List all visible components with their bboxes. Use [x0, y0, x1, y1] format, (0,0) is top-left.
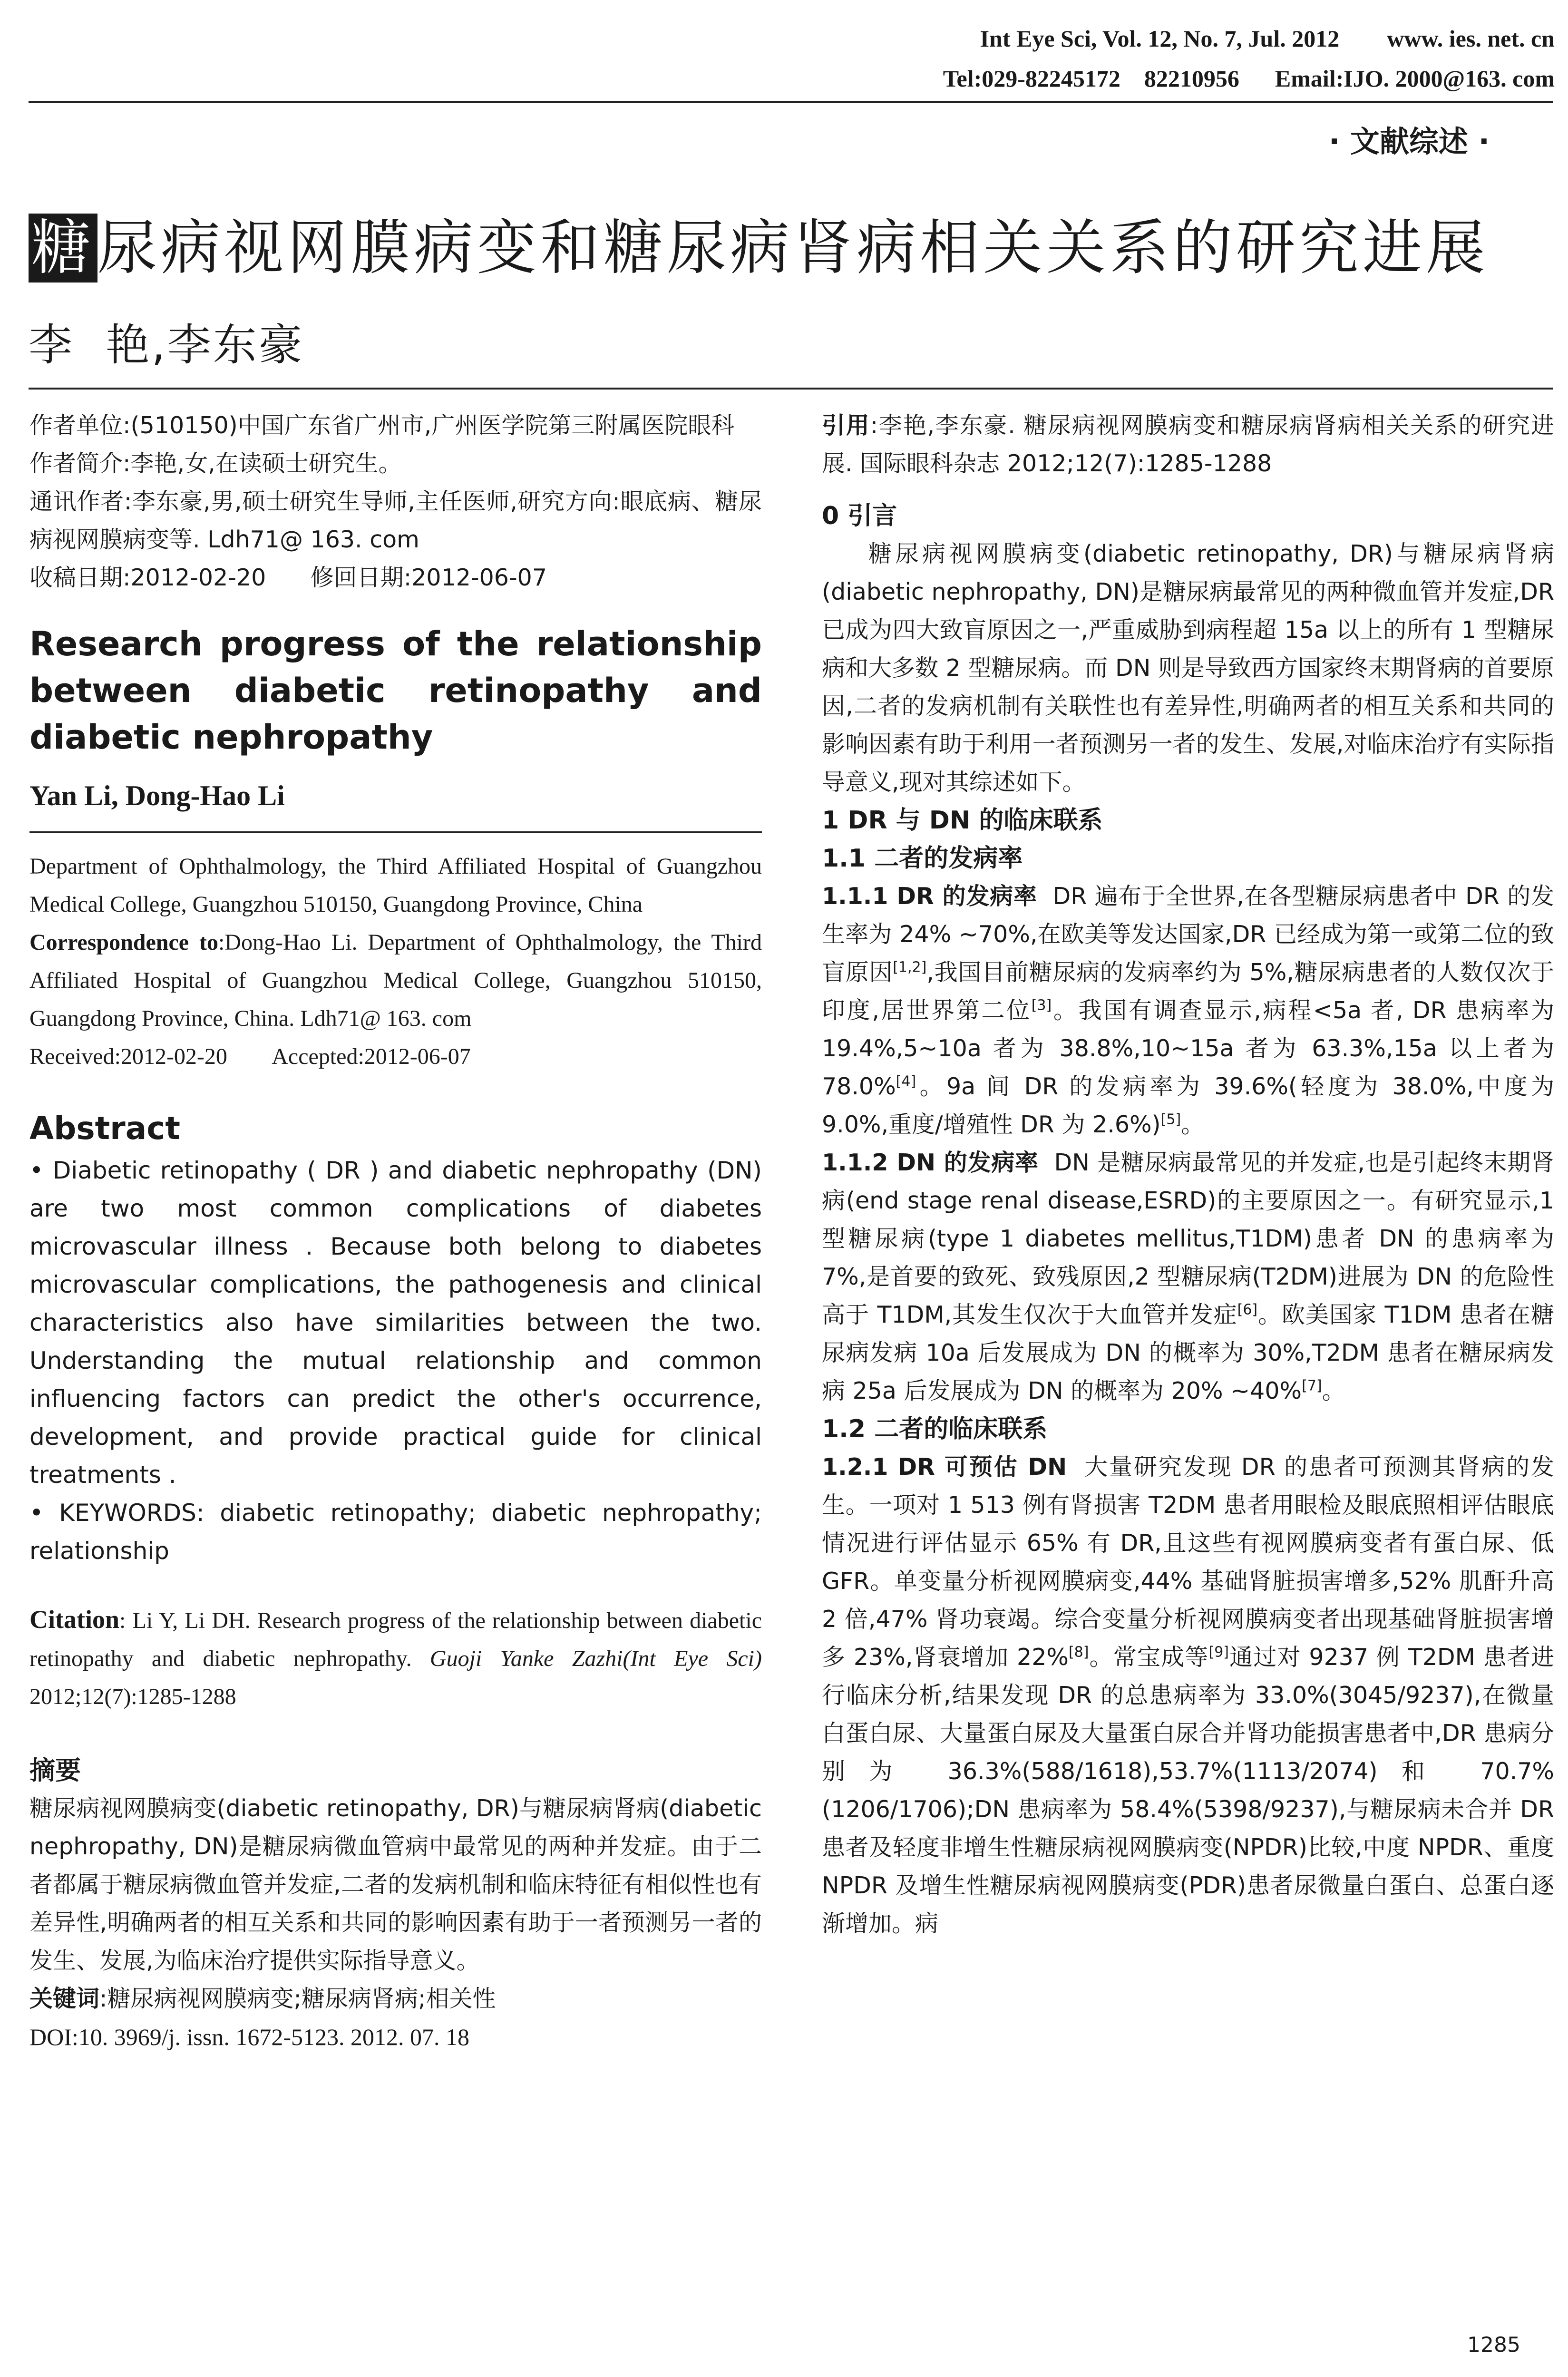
citation-label: Citation	[29, 1605, 119, 1634]
cite-text: :李艳,李东豪. 糖尿病视网膜病变和糖尿病肾病相关关系的研究进展. 国际眼科杂志 2012;12(7):1285-1288	[822, 412, 1554, 477]
cite-cn	[822, 407, 1554, 483]
section-1-1-1-text-e: 。	[1181, 1111, 1205, 1138]
section-1-1-1-text-c: 。我国有调查显示,病程<5a 者, DR 患病率为 19.4%,5~10a 者为 38.8%,10~15a 者为 63.3%,15a 以上者为 78.0%	[822, 997, 1554, 1100]
left-column	[29, 407, 762, 2056]
section-1-2-1-text-a: 大量研究发现 DR 的患者可预测其肾病的发生。一项对 1 513 例有肾损害 T2DM 患者用眼检及眼底照相评估眼底情况进行评估显示 65% 有 DR,且这些有视网膜病变者有蛋白尿、低 GFR。单变量分析视网膜病变,44% 基础肾脏损害增多,52% 肌酐升高 2 倍,47% 肾功衰竭。综合变量分析视网膜病变者出现基础肾脏损害增多 23%,肾衰增加 22%	[822, 1453, 1555, 1671]
ref-7: [7]	[1302, 1377, 1322, 1394]
english-correspondence	[29, 924, 762, 1038]
section-1-2-1	[822, 1448, 1554, 1943]
authors-cn: 李 艳,李东豪	[29, 320, 304, 370]
section-1-1-1-text-a: DR 遍布于全世界,在各型糖尿病患者中 DR 的发生率为 24% ~70%,在欧美等发达国家,DR 已经成为第一或第二位的致盲原因	[822, 883, 1554, 986]
section-1-1-heading: 1.1 二者的发病率	[822, 844, 1023, 873]
intro-text: 糖尿病视网膜病变(diabetic retinopathy, DR)与糖尿病肾病(diabetic nephropathy, DN)是糖尿病最常见的两种微血管并发症,DR 已成为四大致盲原因之一,严重威胁到病程超 15a 以上的所有 1 型糖尿病和大多数 2 型糖尿病。而 DN 则是导致西方国家终末期肾病的首要原因,二者的发病机制有关联性也有差异性,明确两者的相互关系和共同的影响因素有助于利用一者预测另一者的发生、发展,对临床治疗有实际指导意义,现对其综述如下。	[822, 540, 1554, 796]
author-bio: 作者简介:李艳,女,在读硕士研究生。	[29, 450, 402, 477]
citation-text: : Li Y, Li DH. Research progress of the relationship between diabetic retinopathy and diabetic nephropathy.	[29, 1608, 762, 1671]
english-authors: Yan Li, Dong-Hao Li	[29, 780, 285, 811]
zh-abstract-text: 糖尿病视网膜病变(diabetic retinopathy, DR)与糖尿病肾病(diabetic nephropathy, DN)是糖尿病微血管病中最常见的两种并发症。由于二者都属于糖尿病微血管并发症,二者的发病机制和临床特征有相似性也有差异性,明确两者的相互关系和共同的影响因素有助于一者预测另一者的发生、发展,为临床治疗提供实际指导意义。	[29, 1795, 762, 1974]
section-1-1-1-label: 1.1.1 DR 的发病率	[822, 883, 1037, 910]
citation-en	[29, 1600, 762, 1716]
page-number: 1285	[1467, 2333, 1520, 2357]
section-1-1-2-label: 1.1.2 DN 的发病率	[822, 1149, 1039, 1176]
title-rule	[29, 388, 1553, 390]
correspondence-label: Correspondence to	[29, 930, 218, 955]
article-title	[29, 200, 1489, 285]
zh-keywords-label: 关键词	[29, 1985, 100, 2012]
dates-cn: 收稿日期:2012-02-20 修回日期:2012-06-07	[29, 564, 547, 591]
journal-header-line: Int Eye Sci, Vol. 12, No. 7, Jul. 2012 www. ies. net. cn	[980, 25, 1555, 52]
title-first-char: 糖	[29, 214, 97, 283]
intro-heading: 0 引言	[822, 502, 897, 530]
ref-1-2: [1,2]	[893, 959, 927, 976]
ref-6: [6]	[1237, 1301, 1258, 1318]
zh-keywords	[29, 1980, 762, 2018]
keywords-en: • KEYWORDS: diabetic retinopathy; diabetic nephropathy; relationship	[29, 1499, 762, 1565]
ref-8: [8]	[1068, 1644, 1089, 1661]
zh-keywords-text: :糖尿病视网膜病变;糖尿病肾病;相关性	[99, 1985, 496, 2012]
ref-3: [3]	[1031, 997, 1052, 1014]
citation-tail: 2012;12(7):1285-1288	[29, 1684, 236, 1709]
affiliation-cn: 作者单位:(510150)中国广东省广州市,广州医学院第三附属医院眼科	[29, 412, 735, 439]
section-1-2-1-label: 1.2.1 DR 可预估 DN	[822, 1453, 1067, 1481]
ref-5: [5]	[1160, 1111, 1181, 1128]
section-1-1-1	[822, 877, 1554, 1144]
right-column	[822, 407, 1554, 1943]
zh-abstract-heading: 摘要	[29, 1755, 81, 1785]
citation-journal: Guoji Yanke Zazhi(Int Eye Sci)	[429, 1646, 762, 1671]
section-1-1-1-text-b: ,我国目前糖尿病的发病率约为 5%,糖尿病患者的人数仅次于印度,居世界第二位	[822, 959, 1554, 1024]
section-1-heading: 1 DR 与 DN 的临床联系	[822, 806, 1103, 835]
contact-header-line: Tel:029-82245172 82210956 Email:IJO. 2000@163. com	[943, 65, 1555, 92]
section-1-2-heading: 1.2 二者的临床联系	[822, 1415, 1048, 1443]
section-1-1-2-text-b: 。欧美国家 T1DM 患者在糖尿病发病 10a 后发展成为 DN 的概率为 30%,T2DM 患者在糖尿病发病 25a 后发展成为 DN 的概率为 20% ~40%	[822, 1301, 1554, 1404]
section-1-1-1-text-d: 。9a 间 DR 的发病率为 39.6%(轻度为 38.0%,中度为 9.0%,重度/增殖性 DR 为 2.6%)	[822, 1073, 1554, 1138]
section-1-2-1-text-c: 通过对 9237 例 T2DM 患者进行临床分析,结果发现 DR 的总患病率为 33.0%(3045/9237),在微量白蛋白尿、大量蛋白尿及大量蛋白尿合并肾功能损害患者中,DR 患病分别为 36.3%(588/1618),53.7%(1113/2074)和 70.7%(1206/1706);DN 患病率为 58.4%(5398/9237),与糖尿病未合并 DR 患者及轻度非增生性糖尿病视网膜病变(NPDR)比较,中度 NPDR、重度 NPDR 及增生性糖尿病视网膜病变(PDR)患者尿微量白蛋白、总蛋白逐渐增加。病	[822, 1644, 1554, 1937]
abstract-text: • Diabetic retinopathy ( DR ) and diabetic nephropathy (DN) are two most common complications of diabetes microvascular illness . Because both belong to diabetes microvascular complications, the pathogenesis and clinical characteristics also have similarities between the two. Understanding the mutual relationship and common influencing factors can predict the other's occurrence, development, and provide practical guide for clinical treatments .	[29, 1157, 762, 1489]
cite-label: 引用	[822, 412, 870, 439]
correspondence-text: :Dong-Hao Li. Department of Ophthalmology, the Third Affiliated Hospital of Guangzhou Medical College, Guangzhou 510150, Guangdong Province, China. Ldh71@ 163. com	[29, 930, 762, 1031]
correspondence-cn: 通讯作者:李东豪,男,硕士研究生导师,主任医师,研究方向:眼底病、糖尿病视网膜病变等. Ldh71@ 163. com	[29, 488, 762, 553]
english-title: Research progress of the relationship between diabetic retinopathy and diabetic nephropathy	[29, 624, 762, 757]
english-dates: Received:2012-02-20 Accepted:2012-06-07	[29, 1044, 471, 1069]
title-rest: 尿病视网膜病变和糖尿病肾病相关关系的研究进展	[97, 214, 1489, 283]
english-affiliation: Department of Ophthalmology, the Third Affiliated Hospital of Guangzhou Medical College, Guangzhou 510150, Guangdong Province, China	[29, 854, 762, 917]
ref-9: [9]	[1208, 1644, 1229, 1661]
category-label: · 文献综述 ·	[1328, 124, 1490, 159]
doi: DOI:10. 3969/j. issn. 1672-5123. 2012. 07. 18	[29, 2024, 469, 2050]
ref-4: [4]	[896, 1073, 916, 1090]
section-1-2-1-text-b: 。常宝成等	[1089, 1644, 1209, 1671]
authors-rule	[29, 831, 762, 833]
section-1-1-2-text-c: 。	[1322, 1377, 1345, 1404]
section-1-1-2-text-a: DN 是糖尿病最常见的并发症,也是引起终末期肾病(end stage renal disease,ESRD)的主要原因之一。有研究显示,1 型糖尿病(type 1 diabetes mellitus,T1DM)患者 DN 的患病率为 7%,是首要的致死、致残原因,2 型糖尿病(T2DM)进展为 DN 的危险性高于 T1DM,其发生仅次于大血管并发症	[822, 1149, 1554, 1328]
section-1-1-2	[822, 1144, 1554, 1410]
abstract-heading: Abstract	[29, 1110, 180, 1147]
header-rule	[29, 101, 1553, 103]
